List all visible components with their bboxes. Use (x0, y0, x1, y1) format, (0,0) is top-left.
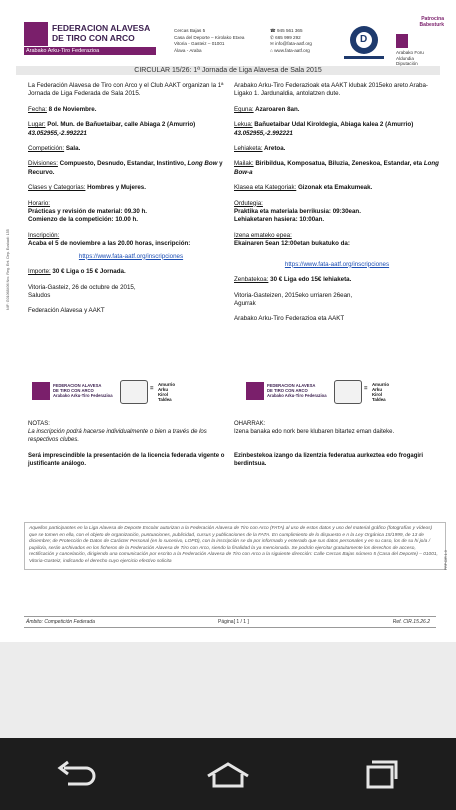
back-icon (54, 760, 98, 788)
home-button[interactable] (198, 749, 258, 799)
lugar-row: Lugar: Pol. Mun. de Bañuetaibar, calle Abiaga 2 (Amurrio) 43.052955,-2.992221 (28, 121, 196, 137)
fecha-row: Fecha: 8 de Noviembre. (28, 105, 97, 113)
federation-logo-mark (32, 382, 50, 400)
address-line: Álava - Araba (174, 47, 202, 53)
legal-notice: Aquellos participantes en la Liga Alavesa de Deporte Escolar autorizan a la Federación Alavesa de Tiro con Arco (FATA) al uso de estos datos y uso del material gráfico (fotografías y vídeos) que se tomen en ella, con el objeto de organización, puntuaciones, publicidad, cursus y publicaciones de la FATA. En cumplimiento de lo dispuesto e n la Ley Orgánica 15/1999, de 13 de diciembre; de Protección de Datos de Carácter Personal (en lo sucesivo, LOPD), con la inscripción se da por informado y enterado que sus datos personales y en su caso, los de su hi jo/a / pupilo/a, serán archivados en los ficheros de la Federación Alavesa de Tiro con Arco, siendo la finalidad la ya mencionada. Se podrán ejercitar gratuitamente los derechos de acceso, rectificación y cancelación, dirigiendo una comunicación por escrito a la Federación Alavesa de Tiro con Arco a la siguiente dirección: Calle Cercas Bajas número 5 (Casa del Deporte) – 01001, Vitoria-Gasteiz, indicando el derecho cuyo ejercicio efectivo solicita (24, 522, 446, 570)
recents-icon (362, 759, 398, 789)
club-emblem (120, 380, 148, 404)
sponsor-title: Patrocina Babesturk (419, 16, 444, 28)
mailak-row: Mailak: Biribildua, Komposatua, Biluzia, Zeneskoa, Estandar, eta Long Bow-a (234, 160, 439, 176)
club-emblem (334, 380, 362, 404)
ordutegia-block: Ordutegia: Praktika eta materiala berrikusia: 09:30ean. Lehiaketaren hasiera: 10:00an. (234, 199, 361, 224)
lizentzia-note: Ezinbestekoa izango da lizentzia federatua aurkeztea edo frogagiri berdintsua. (234, 453, 424, 467)
federation-logo-mark (246, 382, 264, 400)
viewer-background (0, 642, 456, 738)
back-button[interactable] (46, 749, 106, 799)
address-block (174, 28, 244, 54)
side-form-code: FRF.CIR.1.0 (444, 550, 448, 570)
email[interactable]: ✉ info@fata-aatf.org (270, 41, 312, 46)
home-icon (204, 760, 252, 788)
letterhead (24, 10, 444, 66)
klasea-row: Klasea eta Kategoriak: Gizonak eta Emakumeak. (234, 184, 373, 192)
izena-block: Izena emateko epea: Ekainaren 5ean 12:00etan bukatuko da: https://www.fata-aatf.org/inscripciones (234, 232, 440, 269)
logo-line2: DE TIRO CON ARCO (52, 33, 135, 43)
logo-band: Arabako Arku-Tiro Federazioa (24, 47, 156, 55)
logo-line1: FEDERACION ALAVESA (52, 23, 151, 33)
page-footer (24, 616, 436, 628)
address-line: Casa del Deporte – Kirolako Etxea (174, 34, 245, 40)
federation-logo (24, 22, 172, 54)
intro-es: La Federación Alavesa de Tiro con Arco y el Club AAKT organizan la 1ª Jornada de Liga Federada de Sala 2015. (28, 82, 224, 98)
notes-eu: OHARRAK: Izena banaka edo nork bere klubaren bitartez eman daiteke. Ezinbestekoa izango da lizentzia federatua aurkeztea edo frogagiri berdintsua. (234, 420, 440, 468)
system-nav-bar (0, 738, 456, 810)
lekua-row: Lekua: Bañuetaibar Udal Kiroldegia, Abiaga kalea 2 (Amurrio) 43.052955,-2.992221 (234, 121, 414, 137)
page-number: Página[ 1 / 1 ] (218, 619, 249, 625)
divisiones-row: Divisiones: Compuesto, Desnudo, Estandar, Instintivo, Long Bow y Recurvo. (28, 160, 223, 176)
recents-button[interactable] (350, 749, 410, 799)
notes-es: NOTAS: La inscripción podrá hacerse individualmente o bien a través de los respectivos clubes. Será imprescindible la presentación de la licencia federada vigente o justificante análogo. (28, 420, 234, 468)
side-registration: NIF: G01068406 Nro. Reg. Ent. Dep. Euskadi: 155 (6, 229, 10, 310)
competicion-row: Competición: Sala. (28, 145, 81, 153)
contact-block (270, 28, 312, 54)
inscripciones-link[interactable]: https://www.fata-aatf.org/inscripciones (284, 260, 390, 268)
clases-row: Clases y Categorías: Hombres y Mujeres. (28, 184, 146, 192)
phone-2: ✆ 665 999 292 (270, 34, 301, 40)
federation-logo-small: FEDERACION ALAVESA DE TIRO CON ARCO Arabako Arku-Tiro Federazioa (53, 383, 113, 398)
column-basque (234, 82, 440, 331)
intro-eu: Arabako Arku-Tiro Federazioak eta AAKT klubak 2015eko areto Araba-Ligako 1. Jardunaldia, antolatzen dute. (234, 82, 428, 98)
eguna-row: Eguna: Azaroaren 8an. (234, 105, 300, 113)
diputacion-logo (396, 34, 408, 48)
signature-block: Vitoria-Gasteiz, 26 de octubre de 2015, Saludos (28, 283, 136, 299)
federation-logo-mark (24, 22, 48, 46)
column-spanish (28, 82, 234, 323)
inscripciones-link[interactable]: https://www.fata-aatf.org/inscripciones (78, 252, 184, 260)
signature-logos: FEDERACION ALAVESA DE TIRO CON ARCO Arabako Arku-Tiro Federazioa = Amurrio Arku Kirol Taldea (246, 380, 416, 406)
sport-logo: D (350, 26, 378, 54)
lehiaketa-row: Lehiaketa: Aretoa. (234, 145, 286, 153)
licencia-note: Será imprescindible la presentación de la licencia federada vigente o justificante análogo. (28, 453, 225, 467)
address-line: Cercas Bajas 5 (174, 28, 206, 33)
signature-logos: FEDERACION ALAVESA DE TIRO CON ARCO Arabako Arku-Tiro Federazioa = Amurrio Arku Kirol Taldea (32, 380, 202, 406)
address-line: Vitoria - Gasteiz – 01001 (174, 41, 225, 46)
phone-1: ☎ 945 561 365 (270, 28, 303, 33)
zenbatekoa-row: Zenbatekoa: 30 € Liga edo 15€ lehiaketa. (234, 276, 352, 284)
footer-ref: Ref. CIR.15.26.2 (392, 619, 430, 625)
horario-block: Horario: Prácticas y revisión de material: 09.30 h. Comienzo de la competición: 10.00 h. (28, 199, 148, 224)
federation-logo-small: FEDERACION ALAVESA DE TIRO CON ARCO Arabako Arku-Tiro Federazioa (267, 383, 327, 398)
circular-title: CIRCULAR 15/26: 1ª Jornada de Liga Alavesa de Sala 2015 (16, 66, 440, 75)
document-page (6, 10, 448, 640)
signature-name: Federación Alavesa y AAKT (28, 307, 105, 315)
importe-row: Importe: 30 € Liga o 15 € Jornada. (28, 268, 126, 276)
club-logo-text: Amurrio Arku Kirol Taldea (158, 382, 176, 402)
club-logo-text: Amurrio Arku Kirol Taldea (372, 382, 390, 402)
inscripcion-block: Inscripción: Acaba el 5 de noviembre a las 20.00 horas, inscripción: https://www.fata-aatf.org/inscripciones (28, 232, 234, 261)
footer-scope: Ámbito: Competición Federada (26, 619, 95, 625)
signature-block: Vitoria-Gasteizen, 2015eko urriaren 26ean, Agurrak (234, 291, 353, 307)
sponsor-block: Patrocina Babesturk Arabako Foru Aldundia Diputación (396, 16, 444, 66)
signature-name: Arabako Arku-Tiro Federazioa eta AAKT (234, 315, 345, 323)
sport-logo-band (344, 56, 384, 59)
website[interactable]: ⌂ www.fata-aatf.org (270, 47, 310, 53)
